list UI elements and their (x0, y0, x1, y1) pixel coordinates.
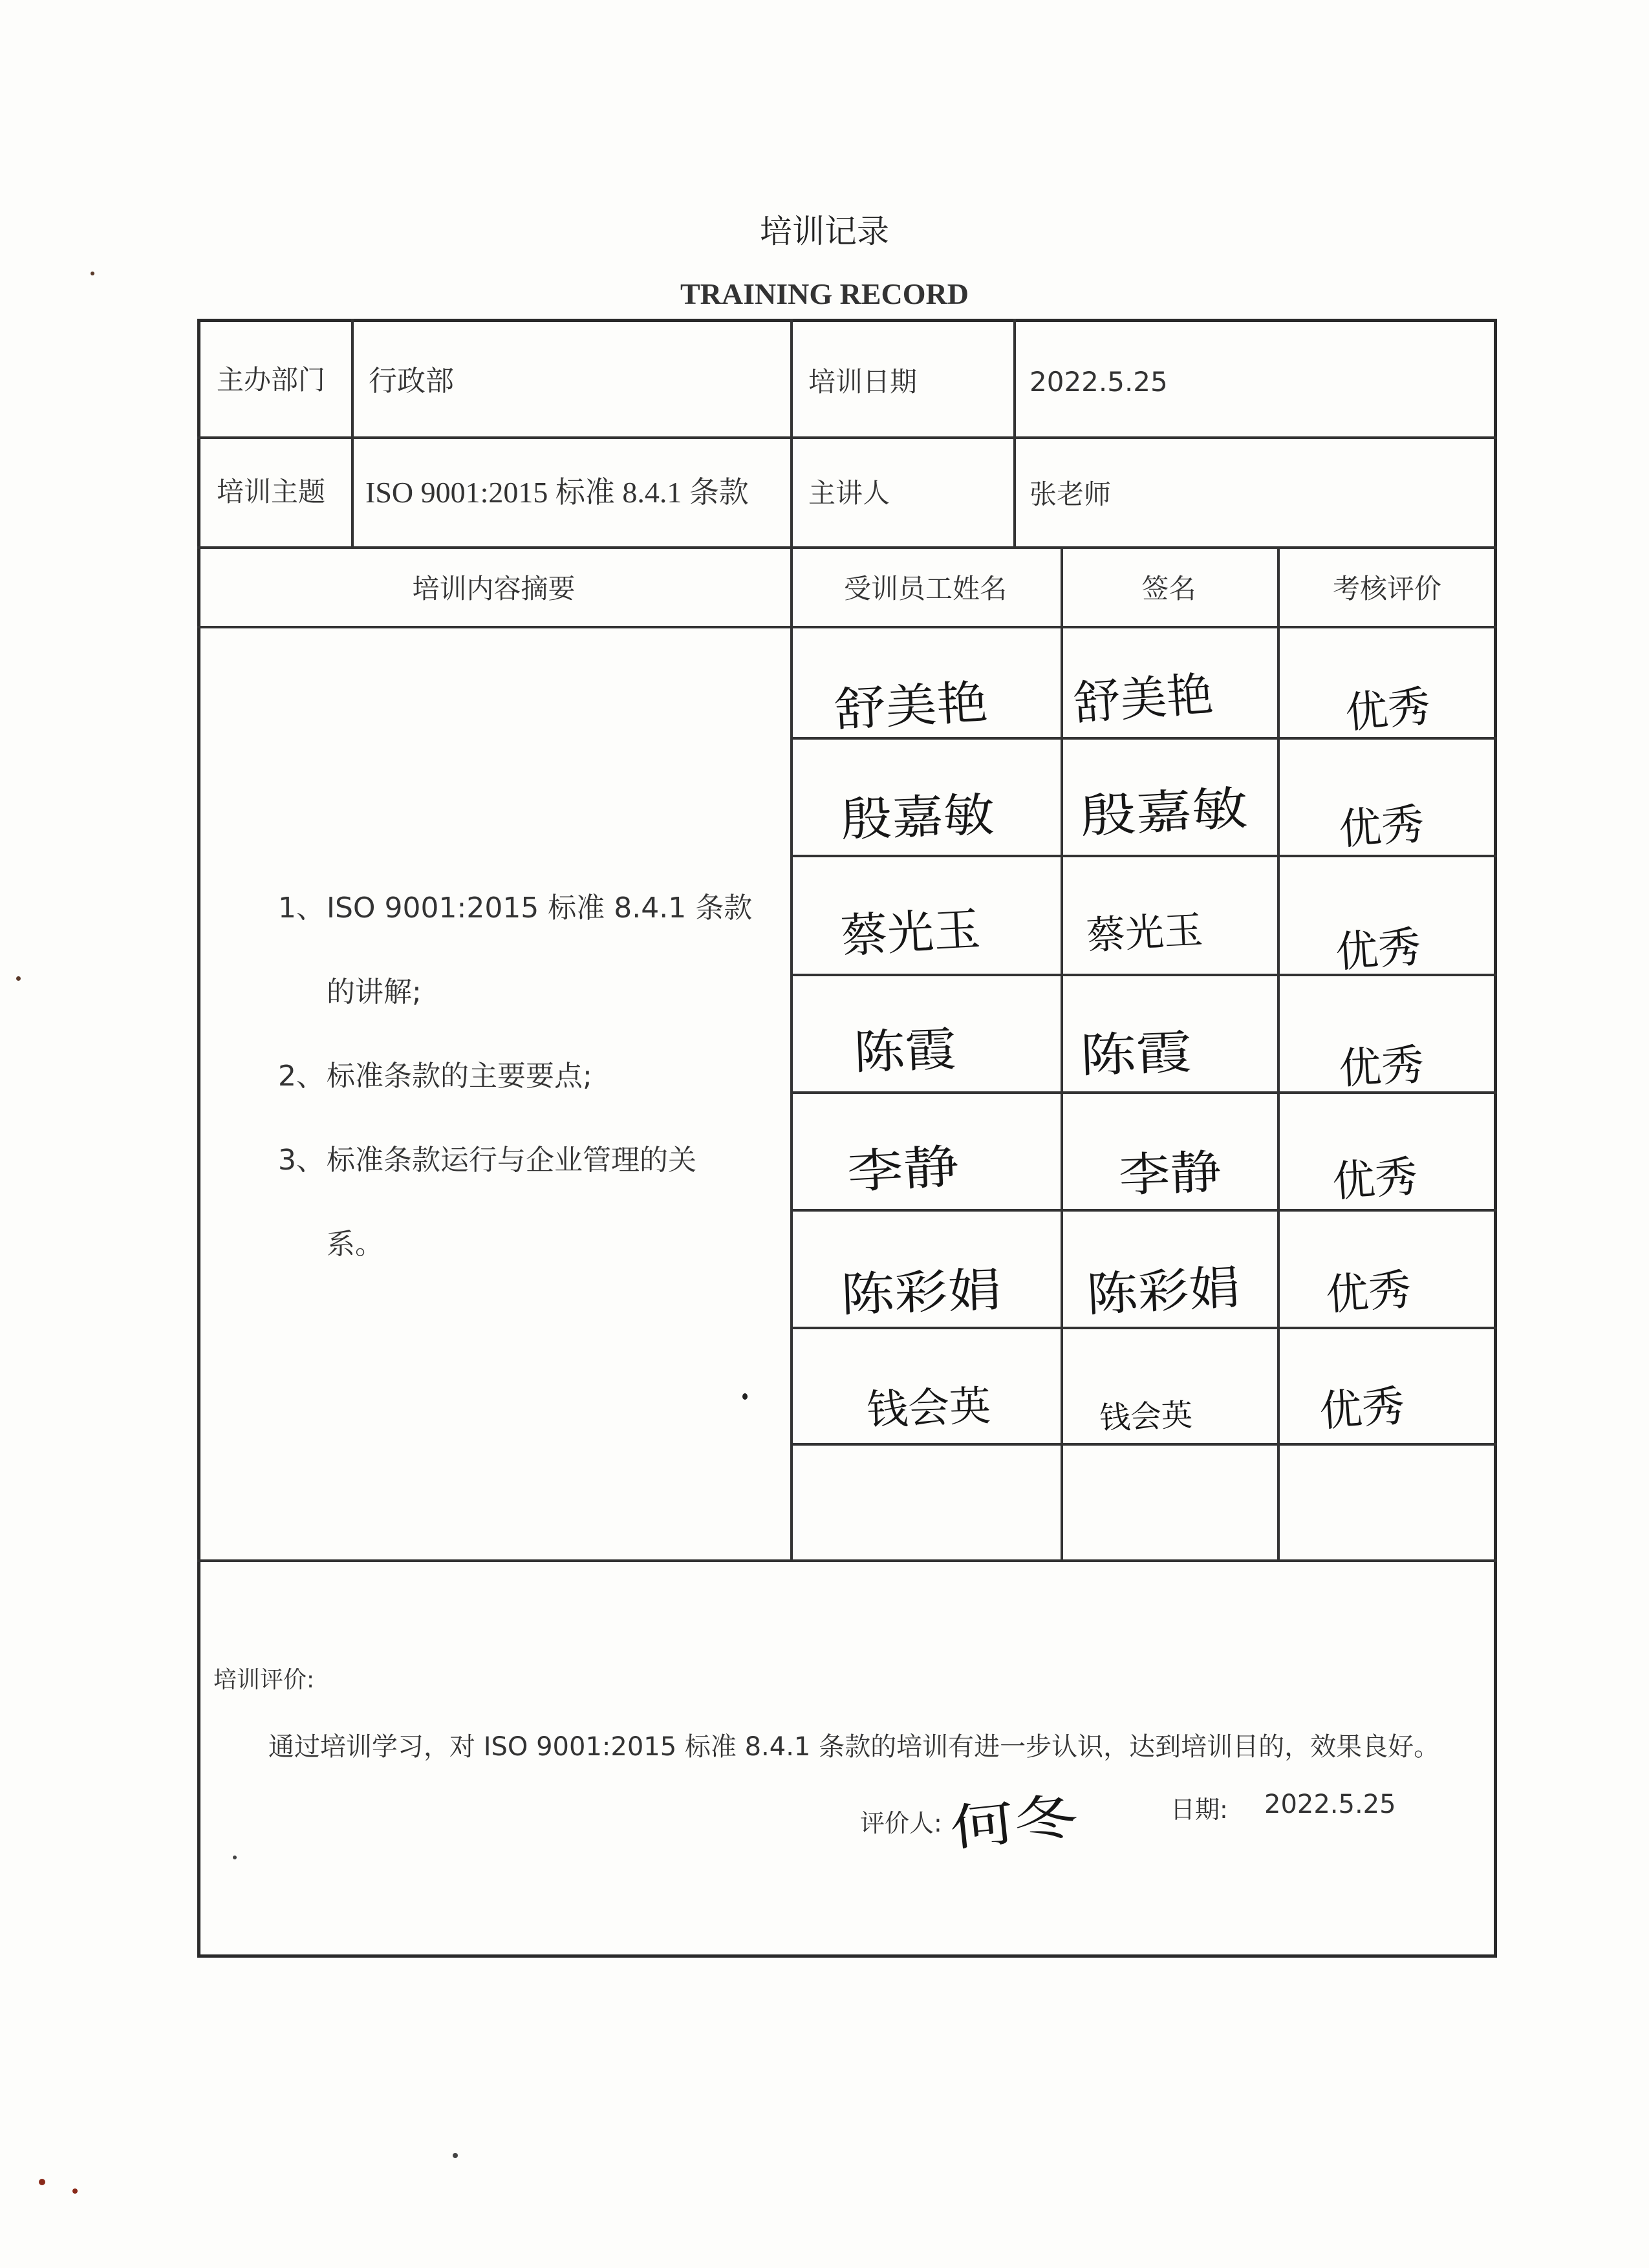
col-divider (790, 319, 793, 1559)
date-value: 2022.5.25 (1029, 365, 1168, 398)
col-header-signature: 签名 (1141, 573, 1196, 604)
summary-item (268, 1034, 786, 1118)
summary-item-number: 3、 (278, 1144, 325, 1177)
training-summary (268, 866, 786, 1287)
row-divider (197, 626, 1497, 628)
trainee-signature: 钱会英 (1099, 1396, 1194, 1437)
trainee-name: 陈霞 (852, 1022, 957, 1080)
trainee-rating: 优秀 (1333, 921, 1423, 978)
scan-speck (742, 1393, 748, 1400)
trainee-name: 殷嘉敏 (839, 787, 996, 847)
trainee-row-divider (790, 1327, 1497, 1329)
scan-speck (91, 272, 94, 275)
scan-speck (16, 976, 21, 981)
col-header-summary: 培训内容摘要 (412, 573, 576, 604)
col-header-assessment: 考核评价 (1332, 573, 1441, 604)
scan-speck (72, 2188, 78, 2194)
evaluation-text: 通过培训学习，对 ISO 9001:2015 标准 8.4.1 条款的培训有进一步认识，达到培训目的，效果良好。 (268, 1732, 1440, 1762)
trainee-name: 钱会英 (865, 1382, 992, 1435)
dept-value: 行政部 (369, 365, 454, 398)
scan-speck (453, 2153, 458, 2158)
page-subtitle: TRAINING RECORD (680, 277, 969, 310)
trainee-rating: 优秀 (1330, 1151, 1419, 1207)
lecturer-label: 主讲人 (808, 477, 890, 509)
summary-item-number: 1、 (278, 892, 325, 925)
trainee-name: 蔡光玉 (839, 901, 982, 963)
evaluator-label: 评价人: (860, 1809, 942, 1837)
trainee-signature: 舒美艳 (1072, 667, 1215, 731)
date-label: 培训日期 (808, 366, 918, 398)
trainee-rating: 优秀 (1337, 1040, 1426, 1094)
summary-item (268, 1118, 786, 1203)
evaluator-signature: 何冬 (947, 1786, 1081, 1857)
evaluation-date: 2022.5.25 (1264, 1790, 1396, 1819)
page-title: 培训记录 (760, 213, 889, 250)
trainee-name: 陈彩娟 (839, 1262, 1002, 1322)
topic-value: ISO 9001:2015 标准 8.4.1 条款 (365, 476, 749, 509)
evaluator (860, 1786, 1081, 1860)
col-divider (1277, 546, 1280, 1559)
col-divider (1061, 546, 1063, 1559)
topic-label: 培训主题 (217, 476, 326, 508)
trainee-row-divider (790, 737, 1497, 740)
scan-speck (39, 2179, 45, 2185)
trainee-signature: 陈彩娟 (1085, 1259, 1242, 1322)
trainee-row-divider (790, 1443, 1497, 1446)
dept-label: 主办部门 (217, 364, 326, 396)
trainee-rating: 优秀 (1343, 681, 1433, 738)
trainee-rating: 优秀 (1317, 1380, 1406, 1437)
trainee-row-divider (790, 1209, 1497, 1212)
col-divider (1013, 319, 1016, 546)
trainee-rating: 优秀 (1324, 1264, 1413, 1320)
summary-item-text: ISO 9001:2015 标准 8.4.1 条款 (327, 892, 753, 925)
summary-item-continued: 的讲解; (327, 976, 422, 1009)
lecturer-value: 张老师 (1029, 478, 1112, 510)
trainee-name: 李静 (846, 1139, 961, 1199)
row-divider (197, 546, 1497, 549)
summary-item-text: 标准条款运行与企业管理的关 (327, 1144, 696, 1177)
trainee-signature: 殷嘉敏 (1079, 780, 1249, 844)
evaluation-date-label: 日期: (1170, 1795, 1228, 1824)
summary-item (268, 866, 786, 950)
row-divider (197, 1559, 1497, 1562)
trainee-row-divider (790, 855, 1497, 857)
evaluation-label: 培训评价: (213, 1667, 315, 1693)
trainee-rating: 优秀 (1337, 798, 1426, 855)
trainee-signature: 李静 (1117, 1144, 1222, 1203)
summary-item-number: 2、 (278, 1060, 325, 1093)
scan-speck (233, 1856, 237, 1859)
summary-item-text: 标准条款的主要要点; (327, 1060, 592, 1093)
trainee-signature: 陈霞 (1079, 1024, 1193, 1083)
trainee-name: 舒美艳 (833, 674, 989, 737)
col-header-trainee: 受训员工姓名 (843, 573, 1007, 604)
col-divider (351, 319, 354, 546)
row-divider (197, 436, 1497, 439)
trainee-signature: 蔡光玉 (1085, 907, 1204, 959)
summary-item-continued: 系。 (327, 1228, 383, 1261)
